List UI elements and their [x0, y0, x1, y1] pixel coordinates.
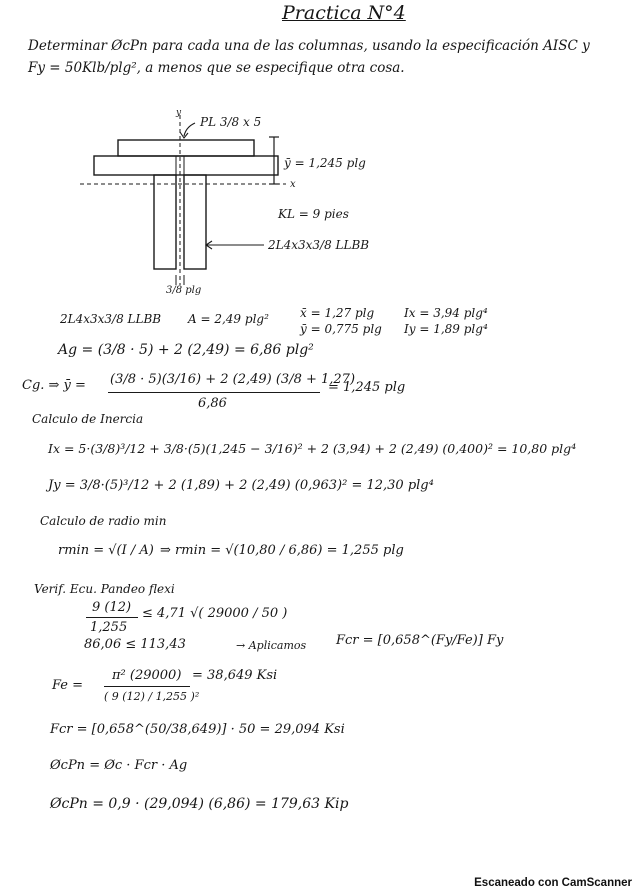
- intro-line-2: Fy = 50Klb/plg², a menos que se especifique otra cosa.: [28, 60, 405, 76]
- eq-phipn: ØcPn = Øc · Fcr · Ag: [50, 758, 188, 773]
- scanner-watermark: Escaneado con CamScanner: [474, 877, 632, 889]
- eq-rmin-1: rmin = √(I / A): [58, 543, 154, 558]
- cross-section-diagram: [80, 105, 400, 295]
- prop-ix: Ix = 3,94 plg⁴: [404, 306, 488, 320]
- prop-area: A = 2,49 plg²: [188, 312, 269, 326]
- eq-iy: Jy = 3/8·(5)³/12 + 2 (1,89) + 2 (2,49) (0,963)² = 12,30 plg⁴: [48, 478, 434, 493]
- axis-y-label: y: [176, 108, 182, 118]
- page-title: Practica N°4: [282, 2, 406, 24]
- cg-fraction-bar: [108, 392, 320, 393]
- eq-cg-result: = 1,245 plg: [328, 380, 406, 395]
- angle-right-vertical: [184, 175, 206, 269]
- prop-ybar: ȳ = 0,775 plg: [300, 322, 382, 336]
- inercia-title: Calculo de Inercia: [32, 412, 144, 426]
- plate-top: [118, 140, 254, 156]
- gap-label: 3/8 plg: [166, 285, 202, 295]
- prop-xbar: x̄ = 1,27 plg: [300, 306, 375, 320]
- eq-fe-denominator: ( 9 (12) / 1,255 )²: [104, 690, 200, 703]
- eq-cg-denominator: 6,86: [198, 396, 227, 411]
- eq-cg-numerator: (3/8 · 5)(3/16) + 2 (2,49) (3/8 + 1,27): [110, 372, 356, 387]
- radio-title: Calculo de radio min: [40, 514, 167, 528]
- ks-limit: ≤ 4,71 √( 29000 / 50 ): [142, 606, 288, 621]
- eq-phipn-result: ØcPn = 0,9 · (29,094) (6,86) = 179,63 Kip: [50, 796, 349, 812]
- eq-rmin-2: ⇒ rmin = √(10,80 / 6,86) = 1,255 plg: [160, 543, 404, 558]
- ks-denominator: 1,255: [90, 620, 128, 635]
- eq-fe-result: = 38,649 Ksi: [192, 668, 278, 683]
- aplicamos-label: → Aplicamos: [236, 639, 307, 652]
- angle-legs-horizontal: [94, 156, 278, 175]
- prop-section: 2L4x3x3/8 LLBB: [60, 312, 162, 326]
- ks-numerator: 9 (12): [92, 600, 132, 615]
- ks-result: 86,06 ≤ 113,43: [84, 637, 186, 652]
- eq-ix: Ix = 5·(3/8)³/12 + 3/8·(5)(1,245 − 3/16)² + 2 (3,94) + 2 (2,49) (0,400)² = 10,80 plg⁴: [48, 441, 577, 456]
- ks-fraction-bar: [86, 617, 138, 618]
- intro-line-1: Determinar ØcPn para cada una de las columnas, usando la especificación AISC y: [28, 38, 590, 54]
- eq-fcr: Fcr = [0,658^(50/38,649)] · 50 = 29,094 Ksi: [50, 722, 345, 737]
- kl-label: KL = 9 pies: [278, 207, 349, 221]
- fcr-formula: Fcr = [0,658^(Fy/Fe)] Fy: [336, 633, 504, 648]
- eq-fe-numerator: π² (29000): [112, 668, 182, 683]
- prop-iy: Iy = 1,89 plg⁴: [404, 322, 488, 336]
- axis-x-label: x: [290, 179, 296, 190]
- angle-left-vertical: [154, 175, 176, 269]
- fe-fraction-bar: [104, 686, 190, 687]
- ybar-label: ȳ = 1,245 plg: [284, 156, 366, 170]
- angles-label: 2L4x3x3/8 LLBB: [268, 238, 370, 252]
- plate-label: PL 3/8 x 5: [200, 115, 262, 129]
- eq-fe-lhs: Fe =: [52, 678, 84, 693]
- eq-ag: Ag = (3/8 · 5) + 2 (2,49) = 6,86 plg²: [58, 342, 314, 358]
- verif-title: Verif. Ecu. Pandeo flexi: [34, 582, 175, 596]
- eq-cg-lhs: Cg. ⇒ ȳ =: [22, 378, 86, 393]
